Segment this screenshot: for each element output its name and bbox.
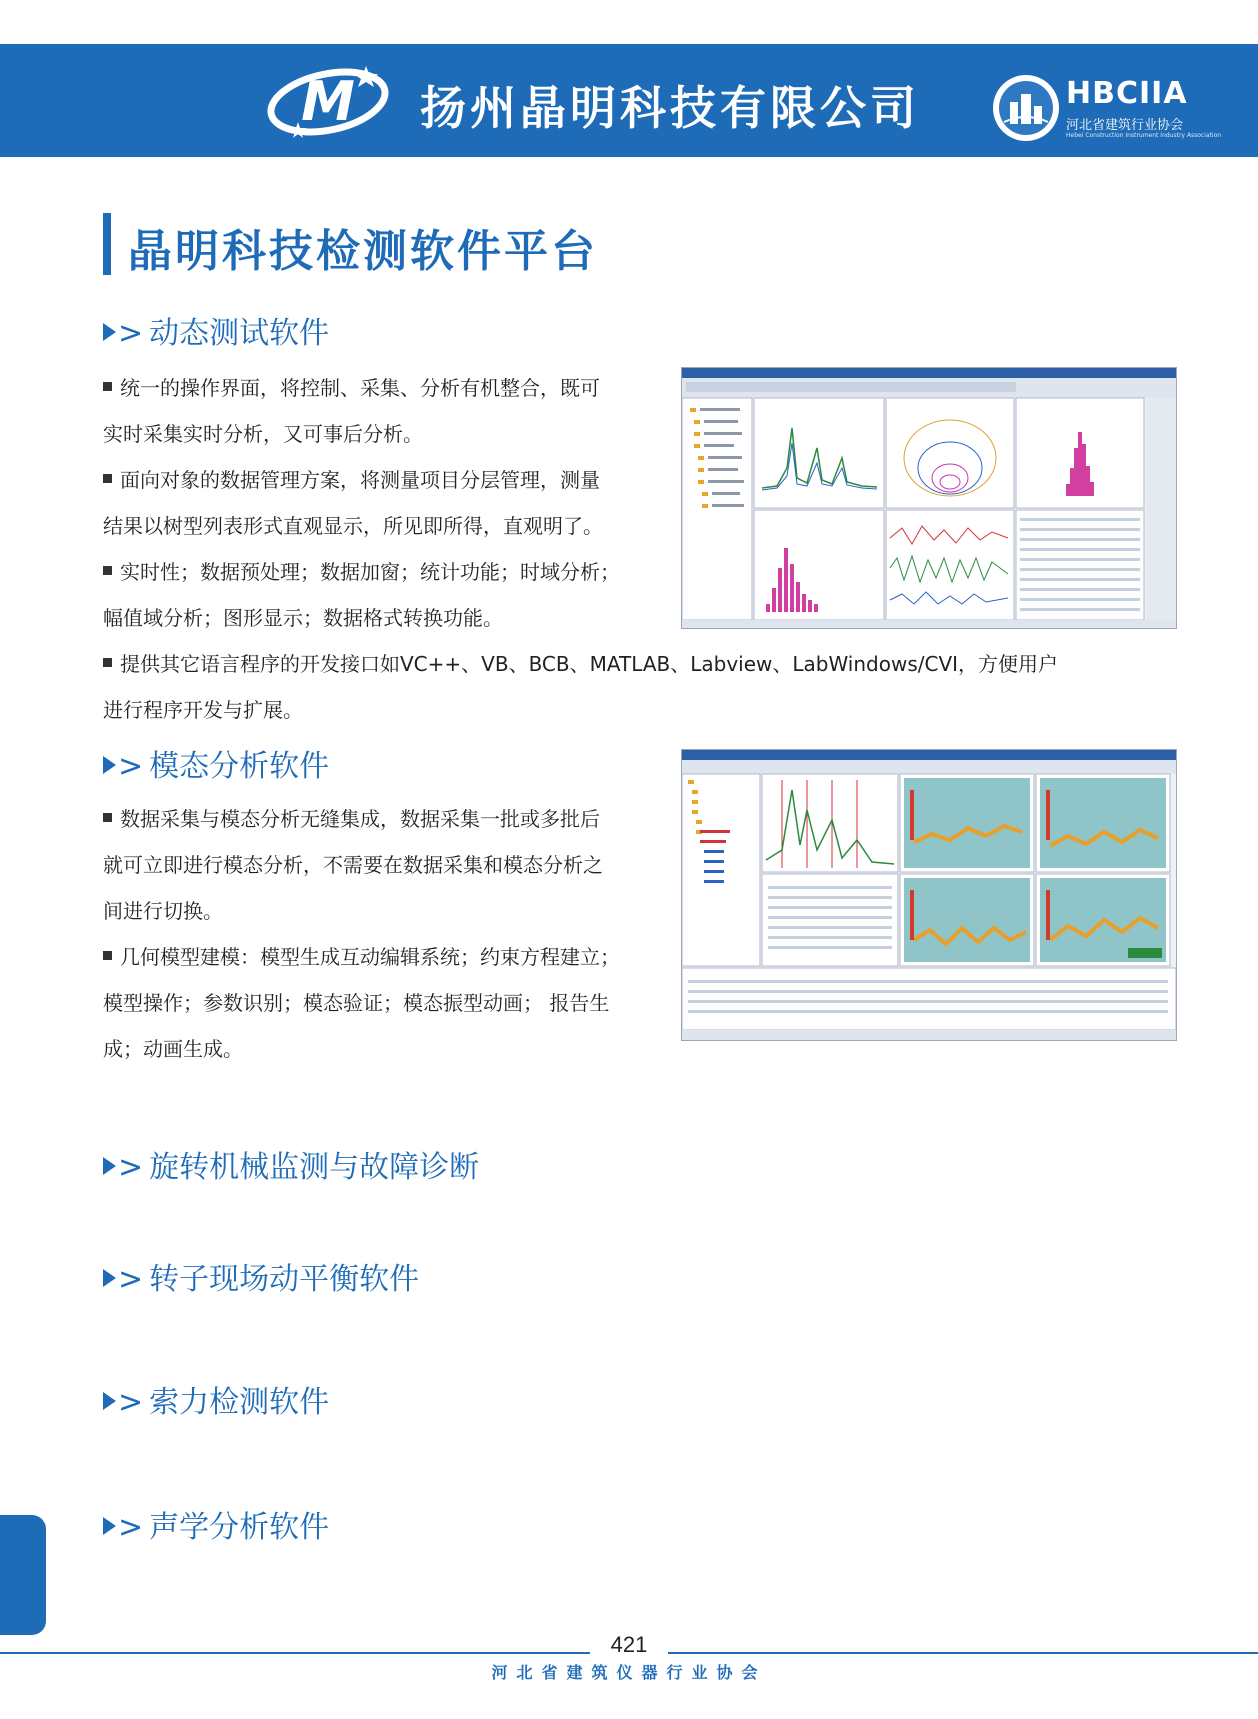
line-text: 几何模型建模：模型生成互动编辑系统；约束方程建立；	[120, 945, 620, 969]
section-heading-text: 旋转机械监测与故障诊断	[149, 1150, 480, 1185]
arrow-icon	[103, 1269, 116, 1287]
paragraph-line: 间进行切换。	[103, 899, 223, 923]
logo-letter: M	[301, 70, 355, 133]
page-number: 421	[590, 1632, 668, 1658]
association-emblem-icon	[990, 72, 1062, 144]
line-text: 实时性；数据预处理；数据加窗；统计功能；时域分析；	[120, 560, 620, 584]
dynamic-description	[103, 365, 683, 641]
line-text: 数据采集与模态分析无缝集成，数据采集一批或多批后	[120, 807, 600, 831]
section-heading-text: 转子现场动平衡软件	[149, 1262, 420, 1297]
line-text: 提供其它语言程序的开发接口如VC++、VB、BCB、MATLAB、Labview、LabWindows/CVI，方便用户	[120, 652, 1059, 676]
arrow-icon	[103, 1157, 116, 1175]
modal-description	[103, 796, 683, 1072]
paragraph-line: 幅值域分析；图形显示；数据格式转换功能。	[103, 606, 503, 630]
footer-association-name: 河北省建筑仪器行业协会	[491, 1663, 767, 1682]
modal-software-screenshot	[681, 749, 1177, 1041]
dynamic-description-wide	[103, 641, 1183, 733]
bullet-icon	[103, 813, 112, 822]
paragraph-line: 结果以树型列表形式直观显示，所见即所得，直观明了。	[103, 514, 603, 538]
paragraph-line	[103, 934, 683, 980]
bullet-icon	[103, 951, 112, 960]
paragraph-line	[103, 549, 683, 595]
bullet-icon	[103, 474, 112, 483]
paragraph-line	[103, 796, 683, 842]
arrow-icon	[103, 756, 116, 774]
arrow-icon	[103, 1392, 116, 1410]
page-title: 晶明科技检测软件平台	[128, 226, 598, 277]
dynamic-software-screenshot	[681, 367, 1177, 629]
section-heading-text: 动态测试软件	[149, 316, 330, 351]
association-name-en: Hebei Construction Instrument Industry Association	[1066, 132, 1222, 139]
section-heading-cable: > 索力检测软件	[103, 1377, 329, 1421]
paragraph-line: 就可立即进行模态分析，不需要在数据采集和模态分析之	[103, 853, 603, 877]
section-heading-text: 模态分析软件	[149, 749, 330, 784]
paragraph-line: 模型操作；参数识别；模态验证；模态振型动画； 报告生	[103, 991, 610, 1015]
bullet-icon	[103, 658, 112, 667]
section-heading-text: 声学分析软件	[149, 1510, 330, 1545]
paragraph-line: 成；动画生成。	[103, 1037, 243, 1061]
line-text: 面向对象的数据管理方案，将测量项目分层管理，测量	[120, 468, 600, 492]
company-logo-icon	[258, 62, 398, 140]
section-heading-modal: > 模态分析软件	[103, 741, 329, 785]
paragraph-line	[103, 365, 683, 411]
paragraph-line: 进行程序开发与扩展。	[103, 698, 303, 722]
section-heading-rotor: > 转子现场动平衡软件	[103, 1254, 419, 1298]
paragraph-line	[103, 457, 683, 503]
company-name: 扬州晶明科技有限公司	[420, 81, 920, 135]
section-heading-dynamic: > 动态测试软件	[103, 308, 329, 352]
paragraph-line: 实时采集实时分析，又可事后分析。	[103, 422, 423, 446]
side-tab	[0, 1515, 46, 1635]
header-banner	[0, 44, 1258, 157]
bullet-icon	[103, 382, 112, 391]
bullet-icon	[103, 566, 112, 575]
association-abbreviation: HBCIIA	[1066, 76, 1188, 111]
arrow-icon	[103, 323, 116, 341]
title-accent-bar	[103, 213, 111, 275]
association-name-cn: 河北省建筑行业协会	[1066, 118, 1184, 133]
arrow-icon	[103, 1517, 116, 1535]
section-heading-acoustic: > 声学分析软件	[103, 1502, 329, 1546]
paragraph-line	[103, 641, 1183, 687]
section-heading-rotating: > 旋转机械监测与故障诊断	[103, 1142, 479, 1186]
section-heading-text: 索力检测软件	[149, 1385, 330, 1420]
line-text: 统一的操作界面，将控制、采集、分析有机整合，既可	[120, 376, 600, 400]
